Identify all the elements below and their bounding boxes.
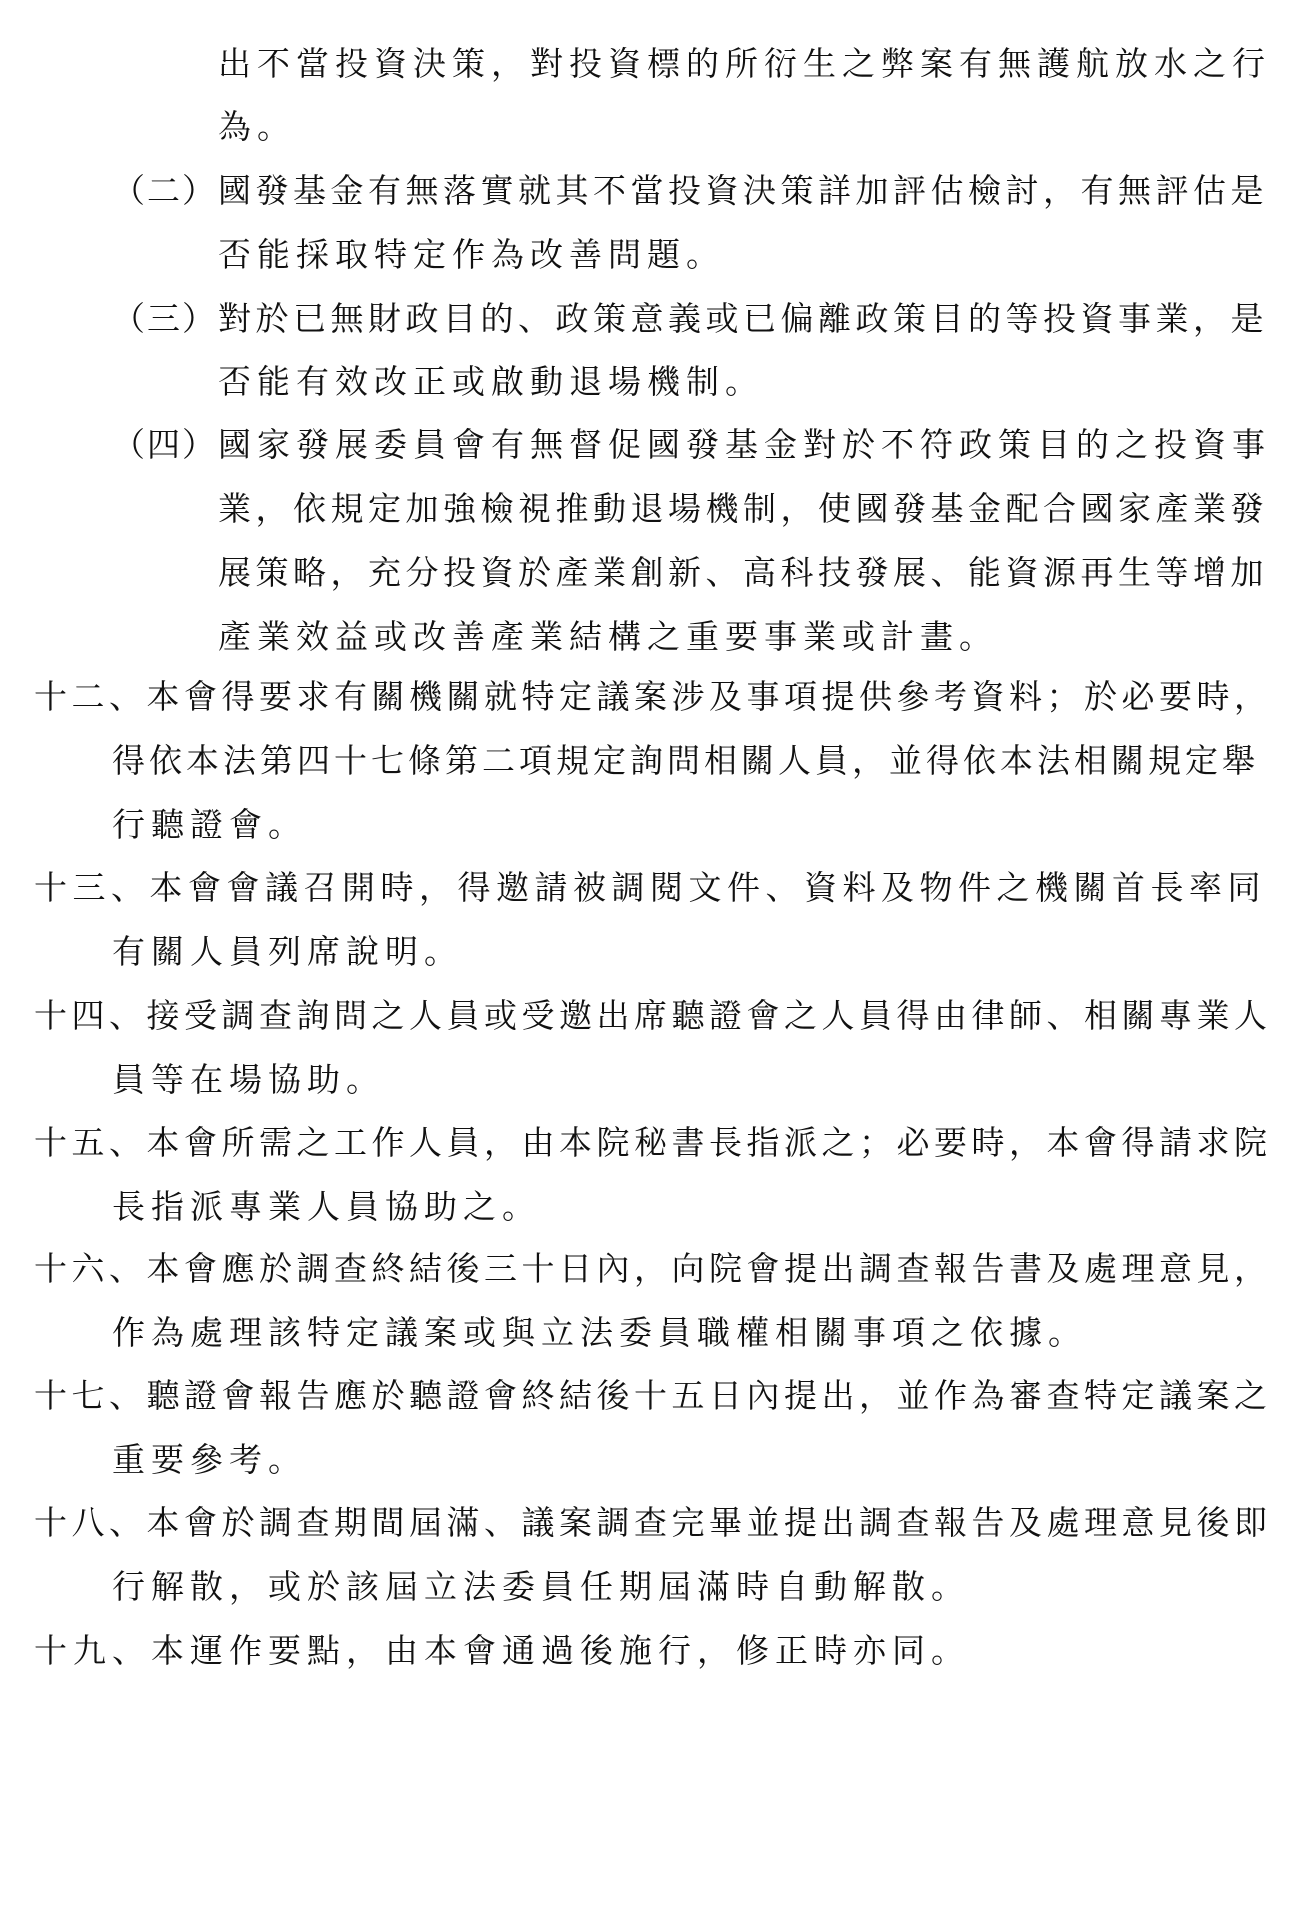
- continuation-line: 為。: [218, 107, 296, 146]
- item-line: 員等在場協助。: [112, 1060, 385, 1099]
- sub-item-line: 業，依規定加強檢視推動退場機制，使國發基金配合國家產業發: [218, 489, 1268, 528]
- item-line: 十九、本運作要點，由本會通過後施行，修正時亦同。: [34, 1631, 970, 1670]
- sub-item-label: （四）: [112, 425, 217, 464]
- continuation-line: 出不當投資決策，對投資標的所衍生之弊案有無護航放水之行: [218, 44, 1271, 83]
- item-line: 作為處理該特定議案或與立法委員職權相關事項之依據。: [112, 1313, 1087, 1352]
- sub-item-line: 展策略，充分投資於產業創新、高科技發展、能資源再生等增加: [218, 553, 1268, 592]
- sub-item-line: 對於已無財政目的、政策意義或已偏離政策目的等投資事業，是: [218, 299, 1268, 338]
- item-line: 行解散，或於該屆立法委員任期屆滿時自動解散。: [112, 1567, 970, 1606]
- sub-item-line: 否能有效改正或啟動退場機制。: [218, 362, 764, 401]
- item-line: 十七、聽證會報告應於聽證會終結後十五日內提出，並作為審查特定議案之: [34, 1376, 1272, 1415]
- sub-item-label: （二）: [112, 171, 217, 210]
- item-line: 十八、本會於調查期間屆滿、議案調查完畢並提出調查報告及處理意見後即: [34, 1503, 1272, 1542]
- item-line: 重要參考。: [112, 1440, 307, 1479]
- item-line: 有關人員列席說明。: [112, 932, 463, 971]
- item-line: 十四、接受調查詢問之人員或受邀出席聽證會之人員得由律師、相關專業人: [34, 996, 1272, 1035]
- item-line: 十三、本會會議召開時，得邀請被調閱文件、資料及物件之機關首長率同: [34, 868, 1266, 907]
- sub-item-line: 國發基金有無落實就其不當投資決策詳加評估檢討，有無評估是: [218, 171, 1268, 210]
- sub-item-line: 否能採取特定作為改善問題。: [218, 235, 725, 274]
- sub-item-line: 產業效益或改善產業結構之重要事業或計畫。: [218, 617, 998, 656]
- item-line: 十二、本會得要求有關機關就特定議案涉及事項提供參考資料；於必要時，: [34, 677, 1272, 716]
- item-line: 長指派專業人員協助之。: [112, 1187, 541, 1226]
- sub-item-line: 國家發展委員會有無督促國發基金對於不符政策目的之投資事: [218, 425, 1271, 464]
- item-line: 十五、本會所需之工作人員，由本院秘書長指派之；必要時，本會得請求院: [34, 1123, 1272, 1162]
- item-line: 十六、本會應於調查終結後三十日內，向院會提出調查報告書及處理意見，: [34, 1249, 1272, 1288]
- item-line: 行聽證會。: [112, 805, 307, 844]
- item-line: 得依本法第四十七條第二項規定詢問相關人員，並得依本法相關規定舉: [112, 741, 1259, 780]
- sub-item-label: （三）: [112, 299, 217, 338]
